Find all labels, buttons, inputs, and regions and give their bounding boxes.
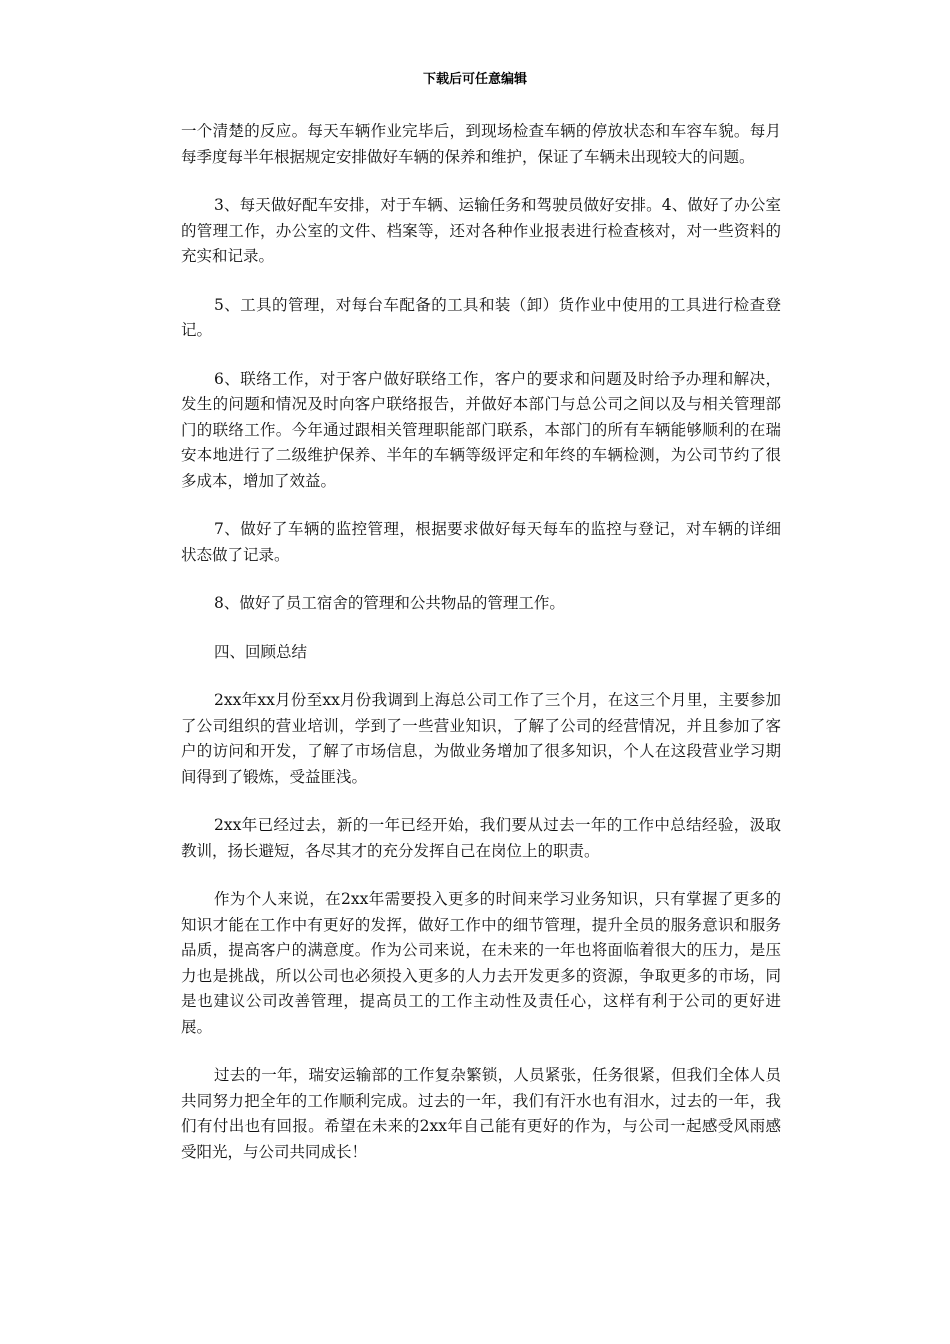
paragraph-continuation: 一个清楚的反应。每天车辆作业完毕后，到现场检查车辆的停放状态和车容车貌。每月每季度每半年根据规定安排做好车辆的保养和维护，保证了车辆未出现较大的问题。 (181, 122, 781, 166)
paragraph-conclusion: 过去的一年，瑞安运输部的工作复杂繁锁，人员紧张，任务很紧，但我们全体人员共同努力把全年的工作顺利完成。过去的一年，我们有汗水也有泪水，过去的一年，我们有付出也有回报。希望在未来的2xx年自己能有更好的作为，与公司一起感受风雨感受阳光，与公司共同成长！ (181, 1066, 781, 1161)
paragraph-item-7: 7、做好了车辆的监控管理，根据要求做好每天每车的监控与登记，对车辆的详细状态做了记录。 (181, 520, 781, 564)
paragraph-item-8: 8、做好了员工宿舍的管理和公共物品的管理工作。 (214, 594, 565, 612)
paragraph-item-3-4: 3、每天做好配车安排，对于车辆、运输任务和驾驶员做好安排。4、做好了办公室的管理工作，办公室的文件、档案等，还对各种作业报表进行检查核对，对一些资料的充实和记录。 (181, 196, 781, 265)
paragraph-personal: 作为个人来说，在2xx年需要投入更多的时间来学习业务知识，只有掌握了更多的知识才能在工作中有更好的发挥，做好工作中的细节管理，提升全员的服务意识和服务品质，提高客户的满意度。作为公司来说，在未来的一年也将面临着很大的压力，是压力也是挑战，所以公司也必须投入更多的人力去开发更多的资源，争取更多的市场，同是也建议公司改善管理，提高员工的工作主动性及责任心，这样有利于公司的更好进展。 (181, 890, 781, 1036)
paragraph-review: 2xx年xx月份至xx月份我调到上海总公司工作了三个月，在这三个月里，主要参加了公司组织的营业培训，学到了一些营业知识，了解了公司的经营情况，并且参加了客户的访问和开发，了解了市场信息，为做业务增加了很多知识，个人在这段营业学习期间得到了锻炼，受益匪浅。 (181, 691, 781, 786)
page-header: 下载后可任意编辑 (422, 72, 527, 87)
document-body (181, 119, 781, 1188)
paragraph-item-5: 5、工具的管理，对每台车配备的工具和装（卸）货作业中使用的工具进行检查登记。 (181, 295, 781, 339)
paragraph-past-year: 2xx年已经过去，新的一年已经开始，我们要从过去一年的工作中总结经验，汲取教训，扬长避短，各尽其才的充分发挥自己在岗位上的职责。 (181, 816, 781, 860)
section-heading: 四、回顾总结 (214, 642, 308, 661)
paragraph-item-6: 6、联络工作，对于客户做好联络工作，客户的要求和问题及时给予办理和解决，发生的问题和情况及时向客户联络报告，并做好本部门与总公司之间以及与相关管理部门的联络工作。今年通过跟相关管理职能部门联系，本部门的所有车辆能够顺利的在瑞安本地进行了二级维护保养、半年的车辆等级评定和年终的车辆检测，为公司节约了很多成本，增加了效益。 (181, 369, 781, 490)
